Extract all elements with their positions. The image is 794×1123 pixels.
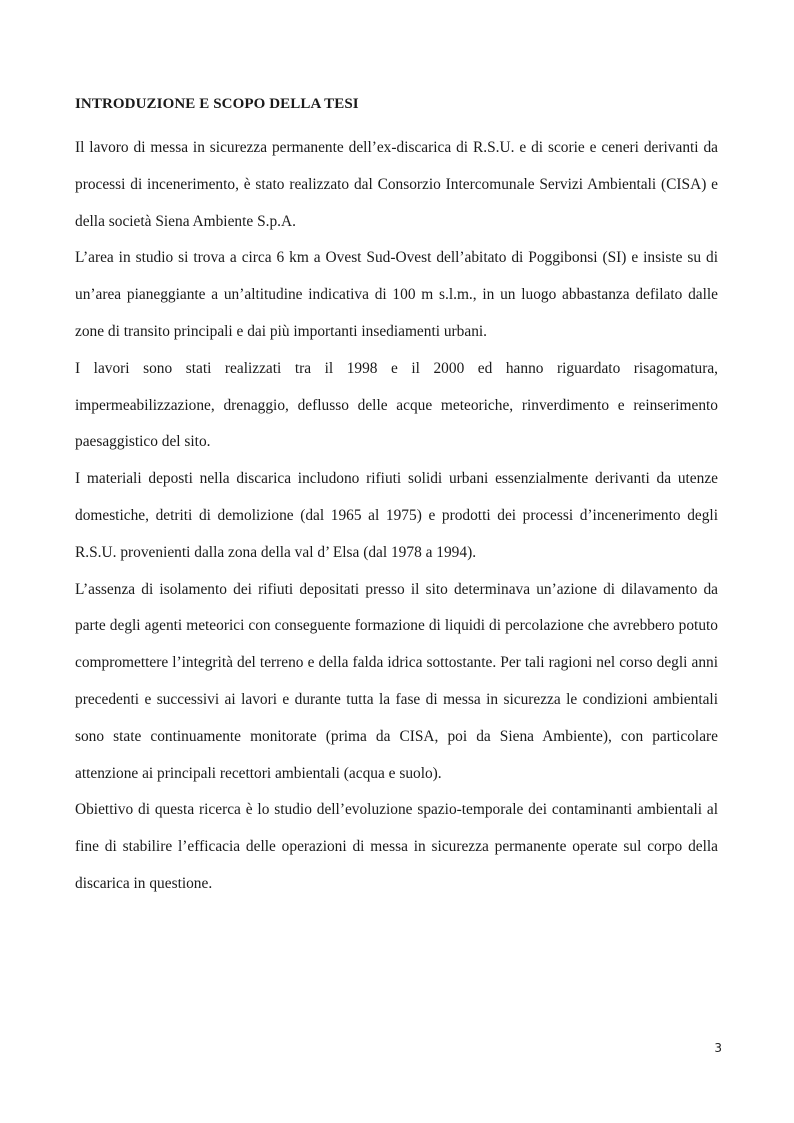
paragraph-5: L’assenza di isolamento dei rifiuti depositati presso il sito determinava un’azione di dilavamento da parte degli agenti meteorici con conseguente formazione di liquidi di percolazione che avrebbero potuto compromettere l’integrità del terreno e della falda idrica sottostante. Per tali ragioni nel corso degli anni precedenti e successivi ai lavori e durante tutta la fase di messa in sicurezza le condizioni ambientali sono state continuamente monitorate (prima da CISA, poi da Siena Ambiente), con particolare attenzione ai principali recettori ambientali (acqua e suolo). xyxy=(75,580,718,782)
paragraph-1: Il lavoro di messa in sicurezza permanente dell’ex-discarica di R.S.U. e di scorie e ceneri derivanti da processi di incenerimento, è stato realizzato dal Consorzio Intercomunale Servizi Ambientali (CISA) e della società Siena Ambiente S.p.A. xyxy=(75,139,718,230)
document-page xyxy=(75,94,718,903)
section-heading: INTRODUZIONE E SCOPO DELLA TESI xyxy=(75,96,359,112)
paragraph-4: I materiali deposti nella discarica includono rifiuti solidi urbani essenzialmente derivanti da utenze domestiche, detriti di demolizione (dal 1965 al 1975) e prodotti dei processi d’incenerimento degli R.S.U. provenienti dalla zona della val d’ Elsa (dal 1978 a 1994). xyxy=(75,470,718,561)
page-number: 3 xyxy=(714,1041,722,1055)
paragraph-6: Obiettivo di questa ricerca è lo studio dell’evoluzione spazio-temporale dei contaminanti ambientali al fine di stabilire l’efficacia delle operazioni di messa in sicurezza permanente operate sul corpo della discarica in questione. xyxy=(75,801,718,892)
paragraph-3: I lavori sono stati realizzati tra il 1998 e il 2000 ed hanno riguardato risagomatura, impermeabilizzazione, drenaggio, deflusso delle acque meteoriche, rinverdimento e reinserimento paesaggistico del sito. xyxy=(75,359,718,451)
paragraph-2: L’area in studio si trova a circa 6 km a Ovest Sud-Ovest dell’abitato di Poggibonsi (SI) e insiste su di un’area pianeggiante a un’altitudine indicativa di 100 m s.l.m., in un luogo abbastanza defilato dalle zone di transito principali e dai più importanti insediamenti urbani. xyxy=(75,249,718,340)
